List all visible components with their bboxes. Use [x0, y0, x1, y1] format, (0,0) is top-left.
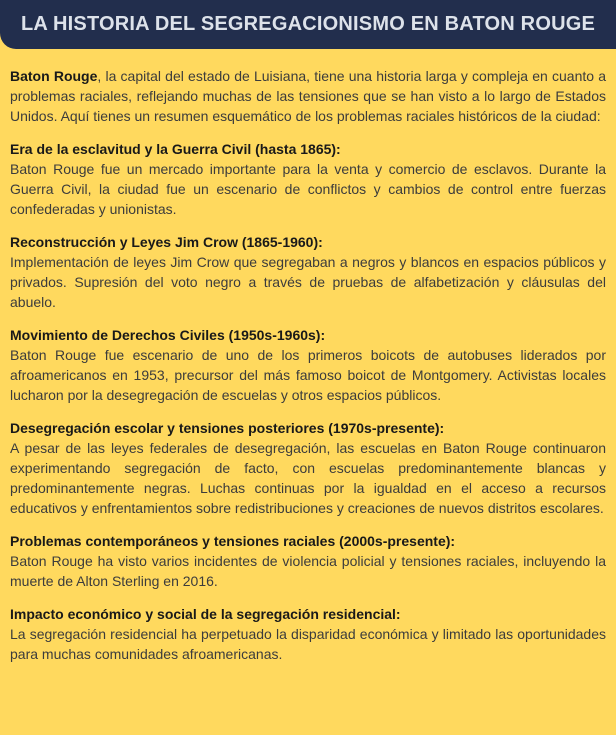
section-heading: Desegregación escolar y tensiones posteriores (1970s-presente):	[10, 420, 445, 436]
section-heading: Movimiento de Derechos Civiles (1950s-1960s):	[10, 327, 326, 343]
section-body: Implementación de leyes Jim Crow que segregaban a negros y blancos en espacios públicos y privados. Supresión del voto negro a través de pruebas de alfabetización y cláusulas del abuelo.	[10, 254, 606, 310]
section-body: A pesar de las leyes federales de desegregación, las escuelas en Baton Rouge continuaron experimentando segregación de facto, con escuelas predominantemente blancas y predominantemente negras. Luchas continuas por la igualdad en el acceso a recursos educativos y enfrentamientos sobre redistribuciones y creaciones de nuevos distritos escolares.	[10, 440, 606, 516]
section-school-desegregation	[10, 418, 606, 518]
section-jim-crow	[10, 232, 606, 312]
intro-text: , la capital del estado de Luisiana, tiene una historia larga y compleja en cuanto a problemas raciales, reflejando muchas de las tensiones que se han visto a lo largo de Estados Unidos. Aquí tienes un resumen esquemático de los problemas raciales históricos de la ciudad:	[10, 68, 606, 124]
section-contemporary-issues	[10, 531, 606, 591]
section-body: La segregación residencial ha perpetuado la disparidad económica y limitado las oportunidades para muchas comunidades afroamericanas.	[10, 626, 606, 662]
intro-lead: Baton Rouge	[10, 68, 98, 84]
section-heading: Reconstrucción y Leyes Jim Crow (1865-1960):	[10, 234, 323, 250]
section-civil-rights	[10, 325, 606, 405]
intro-paragraph	[10, 66, 606, 126]
page-title: LA HISTORIA DEL SEGREGACIONISMO EN BATON ROUGE	[20, 13, 596, 35]
section-body: Baton Rouge fue un mercado importante para la venta y comercio de esclavos. Durante la Guerra Civil, la ciudad fue un escenario de conflictos y cambios de control entre fuerzas confederadas y unionistas.	[10, 161, 606, 217]
section-heading: Impacto económico y social de la segregación residencial:	[10, 606, 401, 622]
section-body: Baton Rouge fue escenario de uno de los primeros boicots de autobuses liderados por afroamericanos en 1953, precursor del más famoso boicot de Montgomery. Activistas locales lucharon por la desegregación de escuelas y otros espacios públicos.	[10, 347, 606, 403]
section-body: Baton Rouge ha visto varios incidentes de violencia policial y tensiones raciales, incluyendo la muerte de Alton Sterling en 2016.	[10, 553, 606, 589]
section-slavery-civil-war	[10, 139, 606, 219]
section-residential-segregation	[10, 604, 606, 664]
section-heading: Era de la esclavitud y la Guerra Civil (hasta 1865):	[10, 141, 341, 157]
title-bar	[0, 0, 616, 49]
document-body	[0, 49, 616, 664]
section-heading: Problemas contemporáneos y tensiones raciales (2000s-presente):	[10, 533, 456, 549]
